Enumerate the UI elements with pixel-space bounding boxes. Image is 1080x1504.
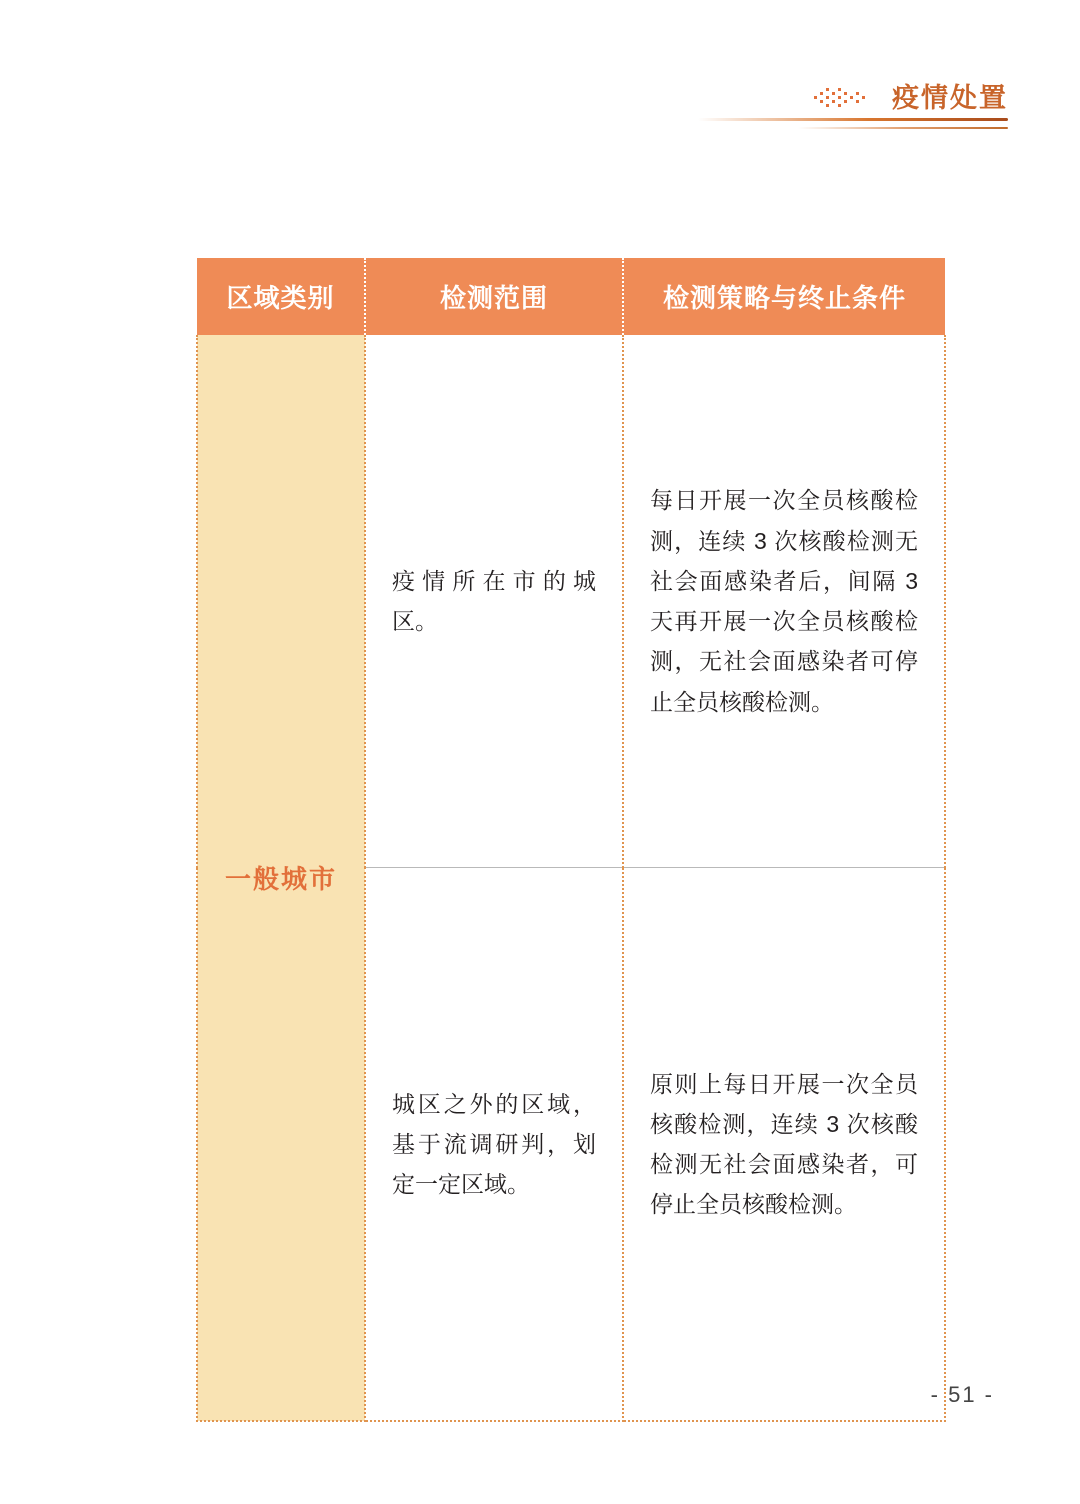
header-title: 疫情处置 (892, 82, 1008, 113)
header-rule-secondary (798, 127, 1008, 129)
page-number: - 51 - (930, 1382, 994, 1407)
page-header (588, 78, 1008, 140)
header-row (588, 78, 1008, 118)
column-header-detection-scope: 检测范围 (365, 258, 623, 335)
scope-cell-row-2: 城区之外的区域，基于流调研判，划定一定区域。 (365, 868, 623, 1422)
content-table-wrapper (196, 258, 944, 1422)
detection-strategy-table (196, 258, 946, 1422)
scope-cell-row-1: 疫情所在市的城区。 (365, 335, 623, 868)
header-rule-primary (698, 118, 1008, 121)
table-header-row (197, 258, 945, 335)
column-header-detection-strategy: 检测策略与终止条件 (623, 258, 945, 335)
table-row (197, 335, 945, 868)
dot-cluster-icon (814, 88, 878, 108)
category-cell-general-city: 一般城市 (197, 335, 365, 1421)
strategy-cell-row-2: 原则上每日开展一次全员核酸检测，连续 3 次核酸检测无社会面感染者，可停止全员核酸检测。 (623, 868, 945, 1422)
header-rule-group (698, 118, 1008, 129)
column-header-area-type: 区域类别 (197, 258, 365, 335)
strategy-cell-row-1: 每日开展一次全员核酸检测，连续 3 次核酸检测无社会面感染者后，间隔 3 天再开展一次全员核酸检测，无社会面感染者可停止全员核酸检测。 (623, 335, 945, 868)
